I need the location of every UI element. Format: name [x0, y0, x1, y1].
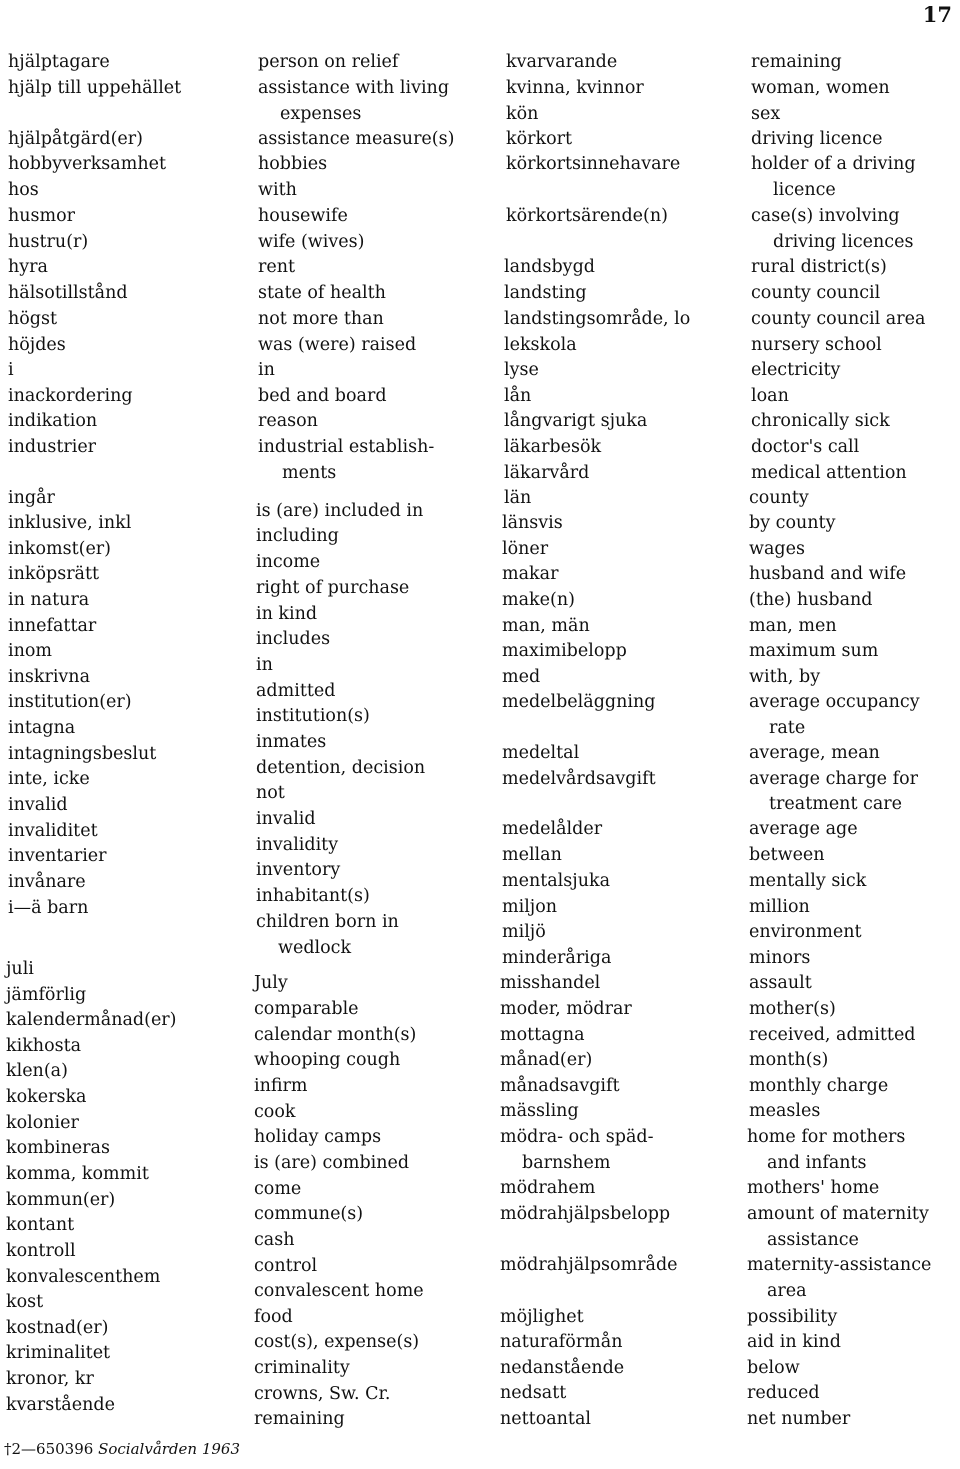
page-footer — [4, 1440, 240, 1458]
swedish-term: landstingsområde, lo — [504, 309, 691, 329]
english-translation: mothers' home — [747, 1178, 880, 1198]
swedish-term: inskrivna — [8, 667, 91, 687]
swedish-term: kvarvarande — [506, 52, 618, 72]
english-translation: county council — [751, 283, 881, 303]
english-translation: chronically sick — [751, 411, 890, 431]
english-translation: inmates — [256, 732, 327, 752]
english-translation: food — [254, 1307, 293, 1327]
swedish-term: långvarigt sjuka — [504, 411, 648, 431]
swedish-term: kostnad(er) — [6, 1318, 109, 1338]
swedish-term: kontant — [6, 1215, 75, 1235]
english-translation: county council area — [751, 309, 926, 329]
english-translation: invalidity — [256, 835, 339, 855]
footer-code: †2—650396 — [4, 1440, 94, 1458]
swedish-term: juli — [6, 959, 34, 979]
swedish-term: inventarier — [8, 846, 107, 866]
english-translation: measles — [749, 1101, 821, 1121]
swedish-term: löner — [502, 539, 549, 559]
swedish-term: mottagna — [500, 1025, 585, 1045]
english-translation: with — [258, 180, 297, 200]
swedish-term: klen(a) — [6, 1061, 68, 1081]
english-translation: by county — [749, 513, 836, 533]
swedish-term: inackordering — [8, 386, 133, 406]
english-translation: including — [256, 526, 339, 546]
swedish-term: kombineras — [6, 1138, 110, 1158]
swedish-term: landsbygd — [504, 257, 595, 277]
swedish-term: mässling — [500, 1101, 579, 1121]
swedish-term: län — [504, 488, 532, 508]
english-translation: mentally sick — [749, 871, 867, 891]
english-translation: cash — [254, 1230, 295, 1250]
english-translation: cook — [254, 1102, 296, 1122]
english-translation: not more than — [258, 309, 384, 329]
english-translation: hobbies — [258, 154, 328, 174]
english-translation: minors — [749, 948, 811, 968]
swedish-term: i—ä barn — [8, 898, 89, 918]
english-translation: remaining — [254, 1409, 345, 1429]
swedish-term: in natura — [8, 590, 90, 610]
english-translation: rural district(s) — [751, 257, 887, 277]
english-translation: rate — [769, 718, 806, 738]
english-translation: mother(s) — [749, 999, 836, 1019]
english-translation: rent — [258, 257, 296, 277]
english-translation: average age — [749, 819, 858, 839]
swedish-term: innefattar — [8, 616, 97, 636]
english-translation: reduced — [747, 1383, 820, 1403]
english-translation: home for mothers — [747, 1127, 906, 1147]
swedish-term: hjälptagare — [8, 52, 110, 72]
swedish-term: nedanstående — [500, 1358, 625, 1378]
page-number: 17 — [922, 2, 952, 27]
swedish-term: miljö — [502, 922, 546, 942]
english-translation: industrial establish- — [258, 437, 435, 457]
swedish-term: invaliditet — [8, 821, 98, 841]
swedish-term: lyse — [504, 360, 539, 380]
english-translation: is (are) combined — [254, 1153, 410, 1173]
swedish-term: körkortsärende(n) — [506, 206, 668, 226]
swedish-term: barnshem — [522, 1153, 611, 1173]
swedish-term: månadsavgift — [500, 1076, 620, 1096]
swedish-term: kön — [506, 104, 539, 124]
english-translation: convalescent home — [254, 1281, 424, 1301]
english-translation: July — [254, 973, 288, 993]
english-translation: medical attention — [751, 463, 907, 483]
english-translation: net number — [747, 1409, 851, 1429]
english-translation: between — [749, 845, 825, 865]
english-translation: infirm — [254, 1076, 308, 1096]
swedish-term: kvinna, kvinnor — [506, 78, 644, 98]
swedish-term: kalendermånad(er) — [6, 1010, 177, 1030]
english-translation: electricity — [751, 360, 841, 380]
english-translation: environment — [749, 922, 862, 942]
english-translation: average charge for — [749, 769, 918, 789]
english-translation: amount of maternity — [747, 1204, 929, 1224]
swedish-term: minderåriga — [502, 948, 612, 968]
english-translation: sex — [751, 104, 781, 124]
english-translation: loan — [751, 386, 789, 406]
swedish-term: högst — [8, 309, 58, 329]
swedish-term: hos — [8, 180, 39, 200]
swedish-term: kikhosta — [6, 1036, 82, 1056]
swedish-term: makar — [502, 564, 559, 584]
english-translation: driving licences — [773, 232, 914, 252]
swedish-term: inkomst(er) — [8, 539, 111, 559]
english-translation: average, mean — [749, 743, 880, 763]
english-translation: maximum sum — [749, 641, 879, 661]
swedish-term: inom — [8, 641, 52, 661]
swedish-term: kriminalitet — [6, 1343, 111, 1363]
english-translation: not — [256, 783, 285, 803]
english-translation: treatment care — [769, 794, 902, 814]
english-translation: average occupancy — [749, 692, 920, 712]
swedish-term: kost — [6, 1292, 44, 1312]
swedish-term: medelbeläggning — [502, 692, 656, 712]
english-translation: wife (wives) — [258, 232, 365, 252]
english-translation: in — [258, 360, 275, 380]
english-translation: assault — [749, 973, 812, 993]
swedish-term: mödrahjälpsbelopp — [500, 1204, 671, 1224]
english-translation: institution(s) — [256, 706, 370, 726]
english-translation: licence — [773, 180, 836, 200]
english-translation: criminality — [254, 1358, 350, 1378]
swedish-term: misshandel — [500, 973, 601, 993]
english-translation: bed and board — [258, 386, 387, 406]
swedish-term: husmor — [8, 206, 76, 226]
english-translation: admitted — [256, 681, 336, 701]
swedish-term: indikation — [8, 411, 98, 431]
footer-publication: Socialvården 1963 — [98, 1440, 241, 1458]
english-translation: maternity-assistance — [747, 1255, 932, 1275]
swedish-term: inklusive, inkl — [8, 513, 132, 533]
english-translation: housewife — [258, 206, 348, 226]
english-translation: crowns, Sw. Cr. — [254, 1384, 391, 1404]
swedish-term: invalid — [8, 795, 68, 815]
english-translation: commune(s) — [254, 1204, 364, 1224]
swedish-term: inte, icke — [8, 769, 90, 789]
english-translation: (the) husband — [749, 590, 873, 610]
english-translation: case(s) involving — [751, 206, 900, 226]
english-translation: remaining — [751, 52, 842, 72]
swedish-term: månad(er) — [500, 1050, 593, 1070]
swedish-term: invånare — [8, 872, 86, 892]
swedish-term: mödrahem — [500, 1178, 596, 1198]
swedish-term: körkortsinnehavare — [506, 154, 681, 174]
english-translation: detention, decision — [256, 758, 426, 778]
english-translation: come — [254, 1179, 302, 1199]
swedish-term: hälsotillstånd — [8, 283, 128, 303]
swedish-term: nettoantal — [500, 1409, 591, 1429]
english-translation: inhabitant(s) — [256, 886, 370, 906]
english-translation: is (are) included in — [256, 501, 424, 521]
english-translation: cost(s), expense(s) — [254, 1332, 420, 1352]
english-translation: month(s) — [749, 1050, 829, 1070]
english-translation: inventory — [256, 860, 341, 880]
swedish-term: inköpsrätt — [8, 564, 100, 584]
english-translation: holiday camps — [254, 1127, 382, 1147]
swedish-term: medelvårdsavgift — [502, 769, 656, 789]
english-translation: in kind — [256, 604, 318, 624]
english-translation: expenses — [280, 104, 362, 124]
english-translation: comparable — [254, 999, 359, 1019]
swedish-term: nedsatt — [500, 1383, 567, 1403]
english-translation: includes — [256, 629, 331, 649]
swedish-term: man, män — [502, 616, 590, 636]
swedish-term: industrier — [8, 437, 97, 457]
english-translation: in — [256, 655, 273, 675]
swedish-term: landsting — [504, 283, 587, 303]
english-translation: below — [747, 1358, 800, 1378]
swedish-term: intagningsbeslut — [8, 744, 157, 764]
swedish-term: kvarstående — [6, 1395, 115, 1415]
english-translation: holder of a driving — [751, 154, 916, 174]
swedish-term: länsvis — [502, 513, 563, 533]
english-translation: million — [749, 897, 810, 917]
swedish-term: körkort — [506, 129, 573, 149]
swedish-term: hjälp till uppehället — [8, 78, 182, 98]
swedish-term: hustru(r) — [8, 232, 89, 252]
english-translation: whooping cough — [254, 1050, 401, 1070]
swedish-term: maximibelopp — [502, 641, 627, 661]
swedish-term: i — [8, 360, 14, 380]
english-translation: aid in kind — [747, 1332, 841, 1352]
swedish-term: institution(er) — [8, 692, 132, 712]
swedish-term: medelålder — [502, 819, 603, 839]
swedish-term: jämförlig — [6, 985, 87, 1005]
swedish-term: hjälpåtgärd(er) — [8, 129, 143, 149]
english-translation: county — [749, 488, 809, 508]
english-translation: assistance measure(s) — [258, 129, 455, 149]
swedish-term: hobbyverksamhet — [8, 154, 166, 174]
swedish-term: lekskola — [504, 335, 577, 355]
swedish-term: mödra- och späd- — [500, 1127, 654, 1147]
english-translation: received, admitted — [749, 1025, 916, 1045]
swedish-term: med — [502, 667, 541, 687]
swedish-term: intagna — [8, 718, 76, 738]
english-translation: state of health — [258, 283, 386, 303]
english-translation: nursery school — [751, 335, 882, 355]
english-translation: income — [256, 552, 321, 572]
swedish-term: lån — [504, 386, 532, 406]
english-translation: husband and wife — [749, 564, 907, 584]
swedish-term: naturaförmån — [500, 1332, 623, 1352]
swedish-term: kolonier — [6, 1113, 79, 1133]
english-translation: and infants — [767, 1153, 867, 1173]
swedish-term: medeltal — [502, 743, 580, 763]
swedish-term: mödrahjälpsområde — [500, 1255, 678, 1275]
english-translation: children born in — [256, 912, 399, 932]
swedish-term: kronor, kr — [6, 1369, 94, 1389]
swedish-term: kontroll — [6, 1241, 76, 1261]
english-translation: driving licence — [751, 129, 883, 149]
swedish-term: höjdes — [8, 335, 66, 355]
swedish-term: kokerska — [6, 1087, 87, 1107]
english-translation: assistance — [767, 1230, 859, 1250]
english-translation: wedlock — [278, 938, 352, 958]
swedish-term: mellan — [502, 845, 562, 865]
swedish-term: konvalescenthem — [6, 1267, 161, 1287]
swedish-term: läkarbesök — [504, 437, 602, 457]
english-translation: wages — [749, 539, 805, 559]
english-translation: possibility — [747, 1307, 838, 1327]
swedish-term: läkarvård — [504, 463, 590, 483]
english-translation: reason — [258, 411, 318, 431]
swedish-term: kommun(er) — [6, 1190, 116, 1210]
english-translation: area — [767, 1281, 807, 1301]
english-translation: calendar month(s) — [254, 1025, 417, 1045]
english-translation: person on relief — [258, 52, 399, 72]
swedish-term: komma, kommit — [6, 1164, 149, 1184]
english-translation: monthly charge — [749, 1076, 889, 1096]
english-translation: assistance with living — [258, 78, 450, 98]
swedish-term: moder, mödrar — [500, 999, 632, 1019]
swedish-term: möjlighet — [500, 1307, 584, 1327]
english-translation: woman, women — [751, 78, 890, 98]
swedish-term: hyra — [8, 257, 48, 277]
swedish-term: ingår — [8, 488, 55, 508]
english-translation: control — [254, 1256, 318, 1276]
english-translation: ments — [282, 463, 337, 483]
english-translation: right of purchase — [256, 578, 410, 598]
english-translation: with, by — [749, 667, 821, 687]
swedish-term: mentalsjuka — [502, 871, 610, 891]
swedish-term: make(n) — [502, 590, 575, 610]
english-translation: man, men — [749, 616, 837, 636]
english-translation: was (were) raised — [258, 335, 417, 355]
english-translation: doctor's call — [751, 437, 860, 457]
english-translation: invalid — [256, 809, 316, 829]
swedish-term: miljon — [502, 897, 558, 917]
